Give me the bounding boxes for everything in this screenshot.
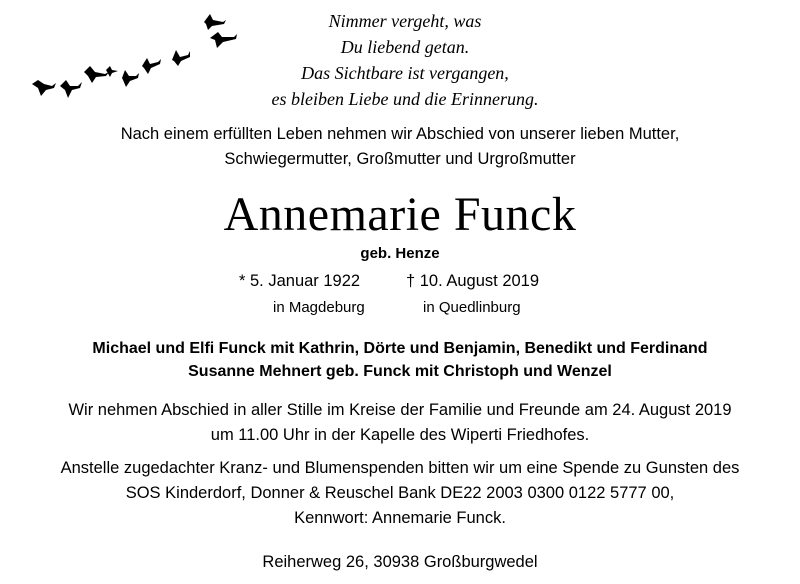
family-names	[0, 337, 800, 383]
death-date: † 10. August 2019	[406, 272, 540, 290]
service-line: um 11.00 Uhr in der Kapelle des Wiperti Friedhofes.	[210, 426, 590, 444]
service-notice	[0, 398, 800, 448]
intro-line: Nach einem erfüllten Leben nehmen wir Abschied von unserer lieben Mutter,	[120, 125, 680, 143]
donation-line: Anstelle zugedachter Kranz- und Blumenspenden bitten wir um eine Spende zu Gunsten des	[60, 459, 740, 477]
born-name: geb. Henze	[360, 245, 440, 262]
family-line: Michael und Elfi Funck mit Kathrin, Dörte und Benjamin, Benedikt und Ferdinand	[92, 340, 708, 357]
donation-line: SOS Kinderdorf, Donner & Reuschel Bank DE22 2003 0300 0122 5777 00,	[125, 484, 675, 502]
service-line: Wir nehmen Abschied in aller Stille im Kreise der Familie und Freunde am 24. August 2019	[68, 401, 732, 419]
intro-text	[0, 122, 800, 172]
deceased-name: Annemarie Funck	[223, 188, 577, 241]
poem	[230, 8, 580, 112]
birth-place: in Magdeburg	[273, 299, 365, 316]
family-line: Susanne Mehnert geb. Funck mit Christoph und Wenzel	[188, 363, 612, 380]
birth-date: * 5. Januar 1922	[239, 272, 361, 290]
donation-line: Kennwort: Annemarie Funck.	[294, 509, 506, 527]
poem-line: es bleiben Liebe und die Erinnerung.	[271, 89, 539, 109]
intro-line: Schwiegermutter, Großmutter und Urgroßmutter	[224, 150, 576, 168]
poem-line: Das Sichtbare ist vergangen,	[301, 63, 509, 83]
poem-line: Du liebend getan.	[340, 37, 470, 57]
death-place: in Quedlinburg	[423, 299, 521, 316]
flying-birds-icon	[28, 12, 258, 102]
donation-notice	[0, 456, 800, 531]
poem-line: Nimmer vergeht, was	[328, 11, 482, 31]
address: Reiherweg 26, 30938 Großburgwedel	[262, 553, 538, 571]
